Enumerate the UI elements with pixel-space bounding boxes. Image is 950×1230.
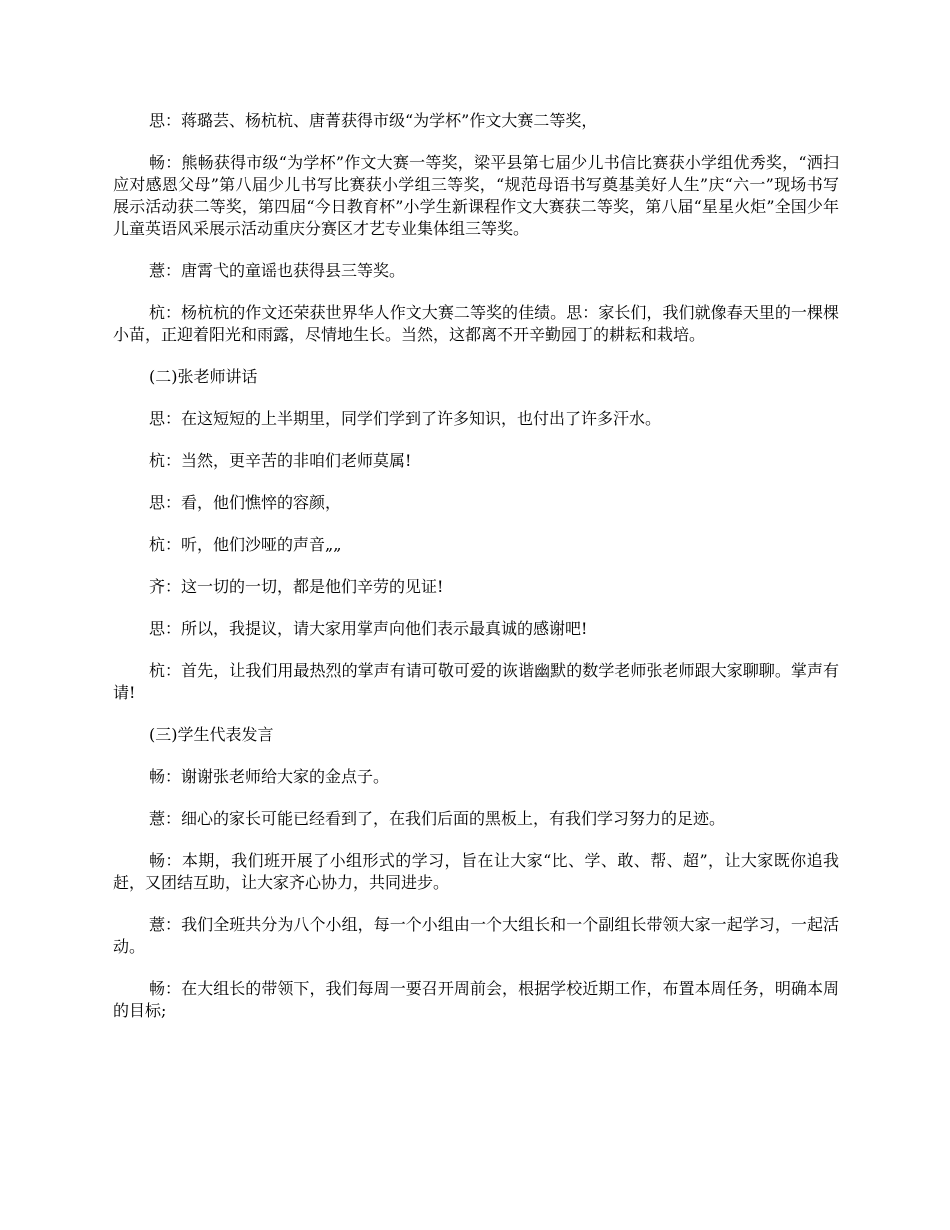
paragraph: 薏：唐霄弋的童谣也获得县三等奖。: [149, 261, 406, 280]
paragraph: 杭：首先，让我们用最热烈的掌声有请可敬可爱的诙谐幽默的数学老师张老师跟大家聊聊。掌声有请!: [113, 661, 839, 702]
paragraph: 思：蒋璐芸、杨杭杭、唐菁获得市级“为学杯”作文大赛二等奖，: [149, 111, 598, 130]
paragraph: 杭：杨杭杭的作文还荣获世界华人作文大赛二等奖的佳绩。思：家长们，我们就像春天里的一棵棵小苗，正迎着阳光和雨露，尽情地生长。当然，这都离不开辛勤园丁的耕耘和栽培。: [113, 303, 839, 344]
paragraph: 思：所以，我提议，请大家用掌声向他们表示最真诚的感谢吧!: [149, 619, 588, 638]
document-page: [113, 110, 839, 1042]
section-heading: (二)张老师讲话: [149, 367, 258, 386]
paragraph: 薏：细心的家长可能已经看到了，在我们后面的黑板上，有我们学习努力的足迹。: [149, 809, 726, 828]
paragraph: 齐：这一切的一切，都是他们辛劳的见证!: [149, 577, 444, 596]
paragraph: 薏：我们全班共分为八个小组，每一个小组由一个大组长和一个副组长带领大家一起学习，一起活动。: [113, 915, 839, 956]
paragraph: 畅：本期，我们班开展了小组形式的学习，旨在让大家“比、学、敢、帮、超”，让大家既你追我赶，又团结互助，让大家齐心协力，共同进步。: [113, 851, 839, 892]
paragraph: 思：看，他们憔悴的容颜，: [149, 493, 342, 512]
paragraph: 思：在这短短的上半期里，同学们学到了许多知识，也付出了许多汗水。: [149, 409, 662, 428]
section-heading: (三)学生代表发言: [149, 725, 274, 744]
paragraph: 杭：听，他们沙哑的声音„„: [149, 535, 342, 554]
paragraph: 杭：当然，更辛苦的非咱们老师莫属!: [149, 451, 412, 470]
paragraph: 畅：在大组长的带领下，我们每周一要召开周前会，根据学校近期工作，布置本周任务，明确本周的目标;: [113, 979, 839, 1020]
paragraph: 畅：谢谢张老师给大家的金点子。: [149, 767, 390, 786]
paragraph: 畅：熊畅获得市级“为学杯”作文大赛一等奖，梁平县第七届少儿书信比赛获小学组优秀奖，“洒扫应对感恩父母”第八届少儿书写比赛获小学组三等奖，“规范母语书写奠基美好人生”庆“六一”现场书写展示活动获二等奖，第四届“今日教育杯”小学生新课程作文大赛获二等奖，第八届“星星火炬”全国少年儿童英语风采展示活动重庆分赛区才艺专业集体组三等奖。: [113, 153, 839, 238]
